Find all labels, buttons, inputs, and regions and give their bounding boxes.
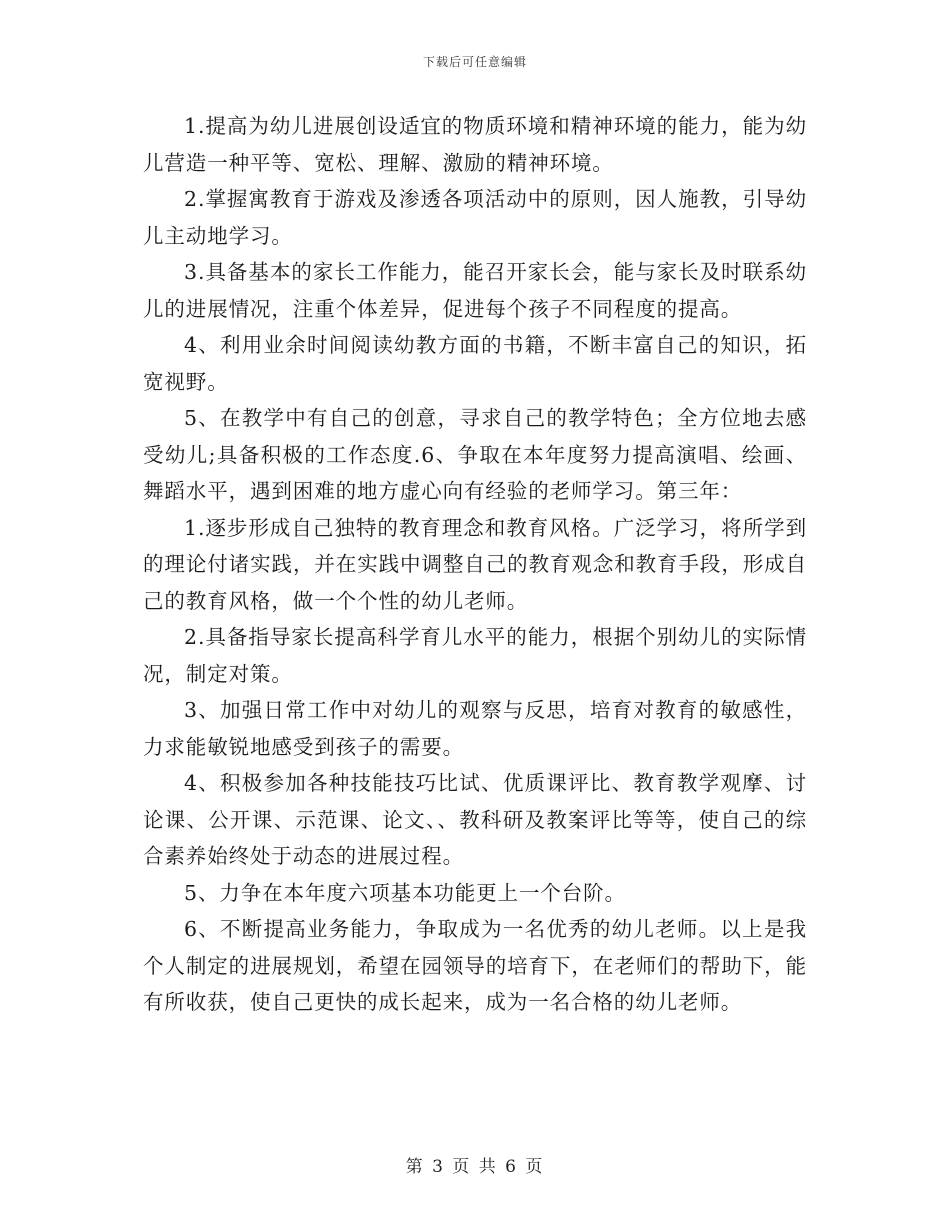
paragraph-6: 1.逐步形成自己独特的教育理念和教育风格。广泛学习，将所学到的理论付诸实践，并在实践中调整自己的教育观念和教育手段，形成自己的教育风格，做一个个性的幼儿老师。 xyxy=(143,515,807,613)
paragraph-5: 5、在教学中有自己的创意，寻求自己的教学特色；全方位地去感受幼儿;具备积极的工作态度.6、争取在本年度努力提高演唱、绘画、舞蹈水平，遇到困难的地方虚心向有经验的老师学习。第三年： xyxy=(143,406,807,503)
paragraph-2: 2.掌握寓教育于游戏及渗透各项活动中的原则，因人施教，引导幼儿主动地学习。 xyxy=(143,187,807,248)
page-header: 下载后可任意编辑 xyxy=(422,55,527,69)
paragraph-10: 5、力争在本年度六项基本功能更上一个台阶。 xyxy=(184,880,626,905)
document-body xyxy=(143,108,807,1021)
paragraph-9: 4、积极参加各种技能技巧比试、优质课评比、教育教学观摩、讨论课、公开课、示范课、论文、、教科研及教案评比等等，使自己的综合素养始终处于动态的进展过程。 xyxy=(143,771,807,868)
paragraph-3: 3.具备基本的家长工作能力，能召开家长会，能与家长及时联系幼儿的进展情况，注重个体差异，促进每个孩子不同程度的提高。 xyxy=(143,260,807,321)
page-number: 第 3 页 共 6 页 xyxy=(405,1157,545,1177)
paragraph-11: 6、不断提高业务能力，争取成为一名优秀的幼儿老师。以上是我个人制定的进展规划，希望在园领导的培育下，在老师们的帮助下，能有所收获，使自己更快的成长起来，成为一名合格的幼儿老师。 xyxy=(143,917,807,1014)
paragraph-7: 2.具备指导家长提高科学育儿水平的能力，根据个别幼儿的实际情况，制定对策。 xyxy=(143,625,807,686)
paragraph-1: 1.提高为幼儿进展创设适宜的物质环境和精神环境的能力，能为幼儿营造一种平等、宽松、理解、激励的精神环境。 xyxy=(143,114,807,175)
paragraph-4: 4、利用业余时间阅读幼教方面的书籍，不断丰富自己的知识，拓宽视野。 xyxy=(143,333,807,394)
paragraph-8: 3、加强日常工作中对幼儿的观察与反思，培育对教育的敏感性，力求能敏锐地感受到孩子的需要。 xyxy=(143,698,807,759)
